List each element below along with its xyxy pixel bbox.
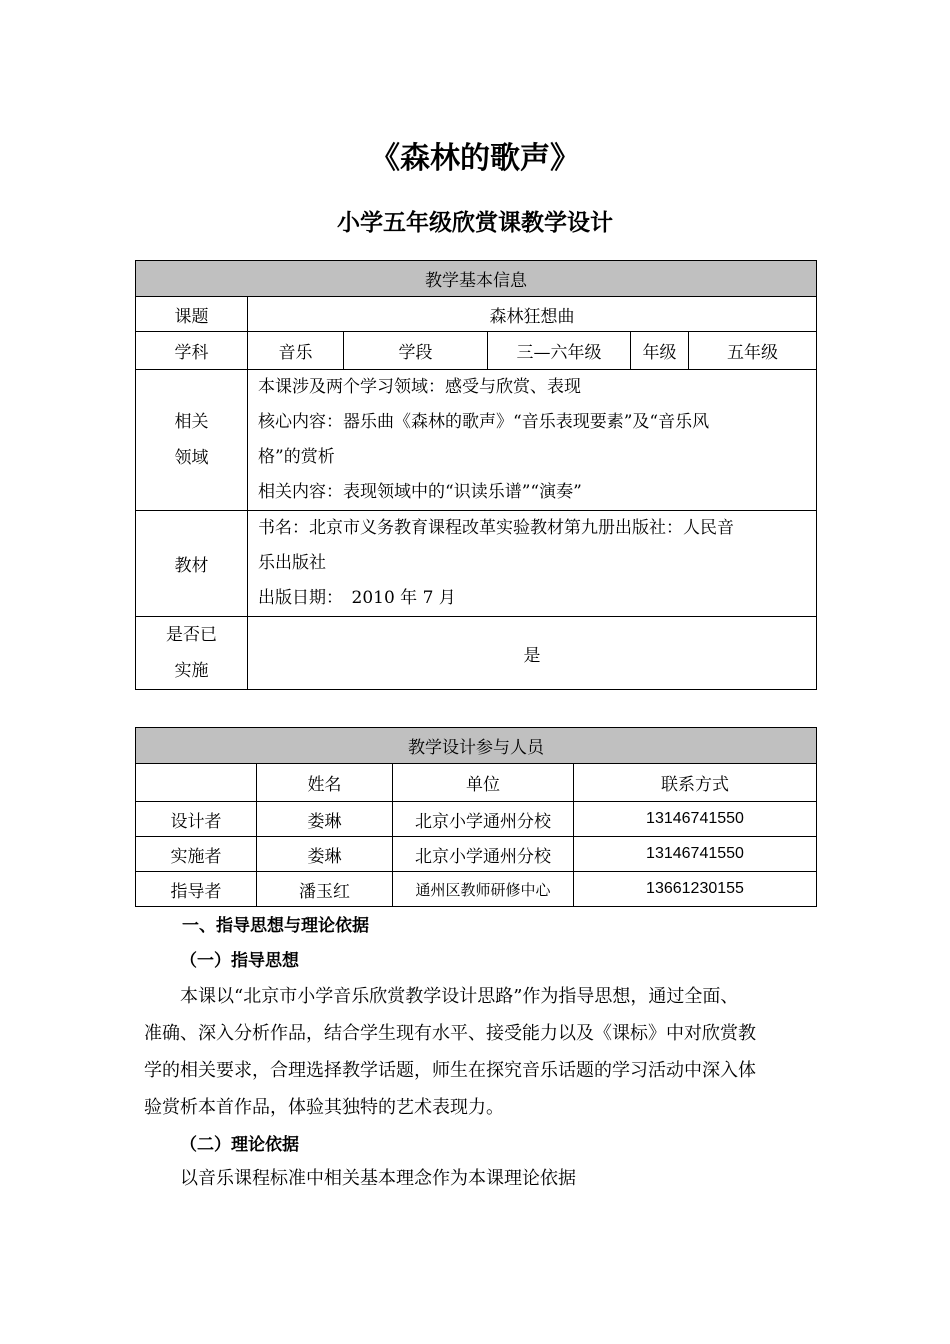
textbook-content <box>248 511 817 617</box>
grade-label: 年级 <box>631 332 689 370</box>
implemented-label-line: 实施 <box>174 661 209 681</box>
textbook-line: 乐出版社 <box>258 553 326 573</box>
domain-label-line: 相关 <box>174 412 209 432</box>
unit-cell: 通州区教师研修中心 <box>393 872 574 907</box>
domain-line: 核心内容：器乐曲《森林的歌声》“音乐表现要素”及“音乐风 <box>258 412 710 432</box>
section-heading: 一、指导思想与理论依据 <box>182 916 369 936</box>
paragraph-line: 本课以“北京市小学音乐欣赏教学设计思路”作为指导思想，通过全面、 <box>144 986 739 1007</box>
column-header-unit: 单位 <box>393 764 574 802</box>
document-subtitle: 小学五年级欣赏课教学设计 <box>337 210 613 236</box>
domain-content <box>248 370 817 511</box>
column-header-name: 姓名 <box>257 764 393 802</box>
paragraph-line: 准确、深入分析作品，结合学生现有水平、接受能力以及《课标》中对欣赏教 <box>144 1023 756 1044</box>
textbook-line: 出版日期： 2010 年 7 月 <box>258 588 456 608</box>
textbook-label: 教材 <box>136 511 248 617</box>
domain-line: 格”的赏析 <box>258 447 335 467</box>
domain-line: 相关内容：表现领域中的“识读乐谱”“演奏” <box>258 482 582 502</box>
paragraph-line: 学的相关要求，合理选择教学话题，师生在探究音乐话题的学习活动中深入体 <box>144 1060 756 1081</box>
paragraph-line: 验赏析本首作品，体验其独特的艺术表现力。 <box>144 1097 504 1118</box>
topic-value: 森林狂想曲 <box>248 297 817 332</box>
topic-label: 课题 <box>136 297 248 332</box>
table-row <box>136 837 817 872</box>
contact-cell: 13146741550 <box>574 802 817 837</box>
basic-info-header: 教学基本信息 <box>136 261 817 297</box>
contact-cell: 13146741550 <box>574 837 817 872</box>
contact-cell: 13661230155 <box>574 872 817 907</box>
implemented-value: 是 <box>248 617 817 690</box>
domain-label <box>136 370 248 511</box>
grade-value: 五年级 <box>689 332 817 370</box>
theory-paragraph: 以音乐课程标准中相关基本理念作为本课理论依据 <box>144 1168 576 1189</box>
basic-info-table <box>135 260 817 690</box>
document-title: 《森林的歌声》 <box>370 141 580 176</box>
implemented-label-line: 是否已 <box>166 625 217 645</box>
participants-header: 教学设计参与人员 <box>136 728 817 764</box>
subsection-heading-guiding: （一）指导思想 <box>180 951 299 971</box>
name-cell: 潘玉红 <box>257 872 393 907</box>
name-cell: 娄琳 <box>257 837 393 872</box>
textbook-line: 书名：北京市义务教育课程改革实验教材第九册出版社：人民音 <box>258 518 734 538</box>
domain-label-line: 领域 <box>174 448 209 468</box>
table-row <box>136 802 817 837</box>
subject-label: 学科 <box>136 332 248 370</box>
stage-label: 学段 <box>344 332 488 370</box>
unit-cell: 北京小学通州分校 <box>393 837 574 872</box>
table-row <box>136 872 817 907</box>
guiding-paragraph <box>144 978 814 1126</box>
participants-table <box>135 727 817 907</box>
domain-line: 本课涉及两个学习领域：感受与欣赏、表现 <box>258 377 581 397</box>
role-cell: 指导者 <box>136 872 257 907</box>
role-cell: 设计者 <box>136 802 257 837</box>
unit-cell: 北京小学通州分校 <box>393 802 574 837</box>
name-cell: 娄琳 <box>257 802 393 837</box>
role-cell: 实施者 <box>136 837 257 872</box>
subject-value: 音乐 <box>248 332 344 370</box>
implemented-label <box>136 617 248 690</box>
subsection-heading-theory: （二）理论依据 <box>180 1135 299 1155</box>
column-header-empty <box>136 764 257 802</box>
column-header-contact: 联系方式 <box>574 764 817 802</box>
stage-value: 三—六年级 <box>488 332 631 370</box>
